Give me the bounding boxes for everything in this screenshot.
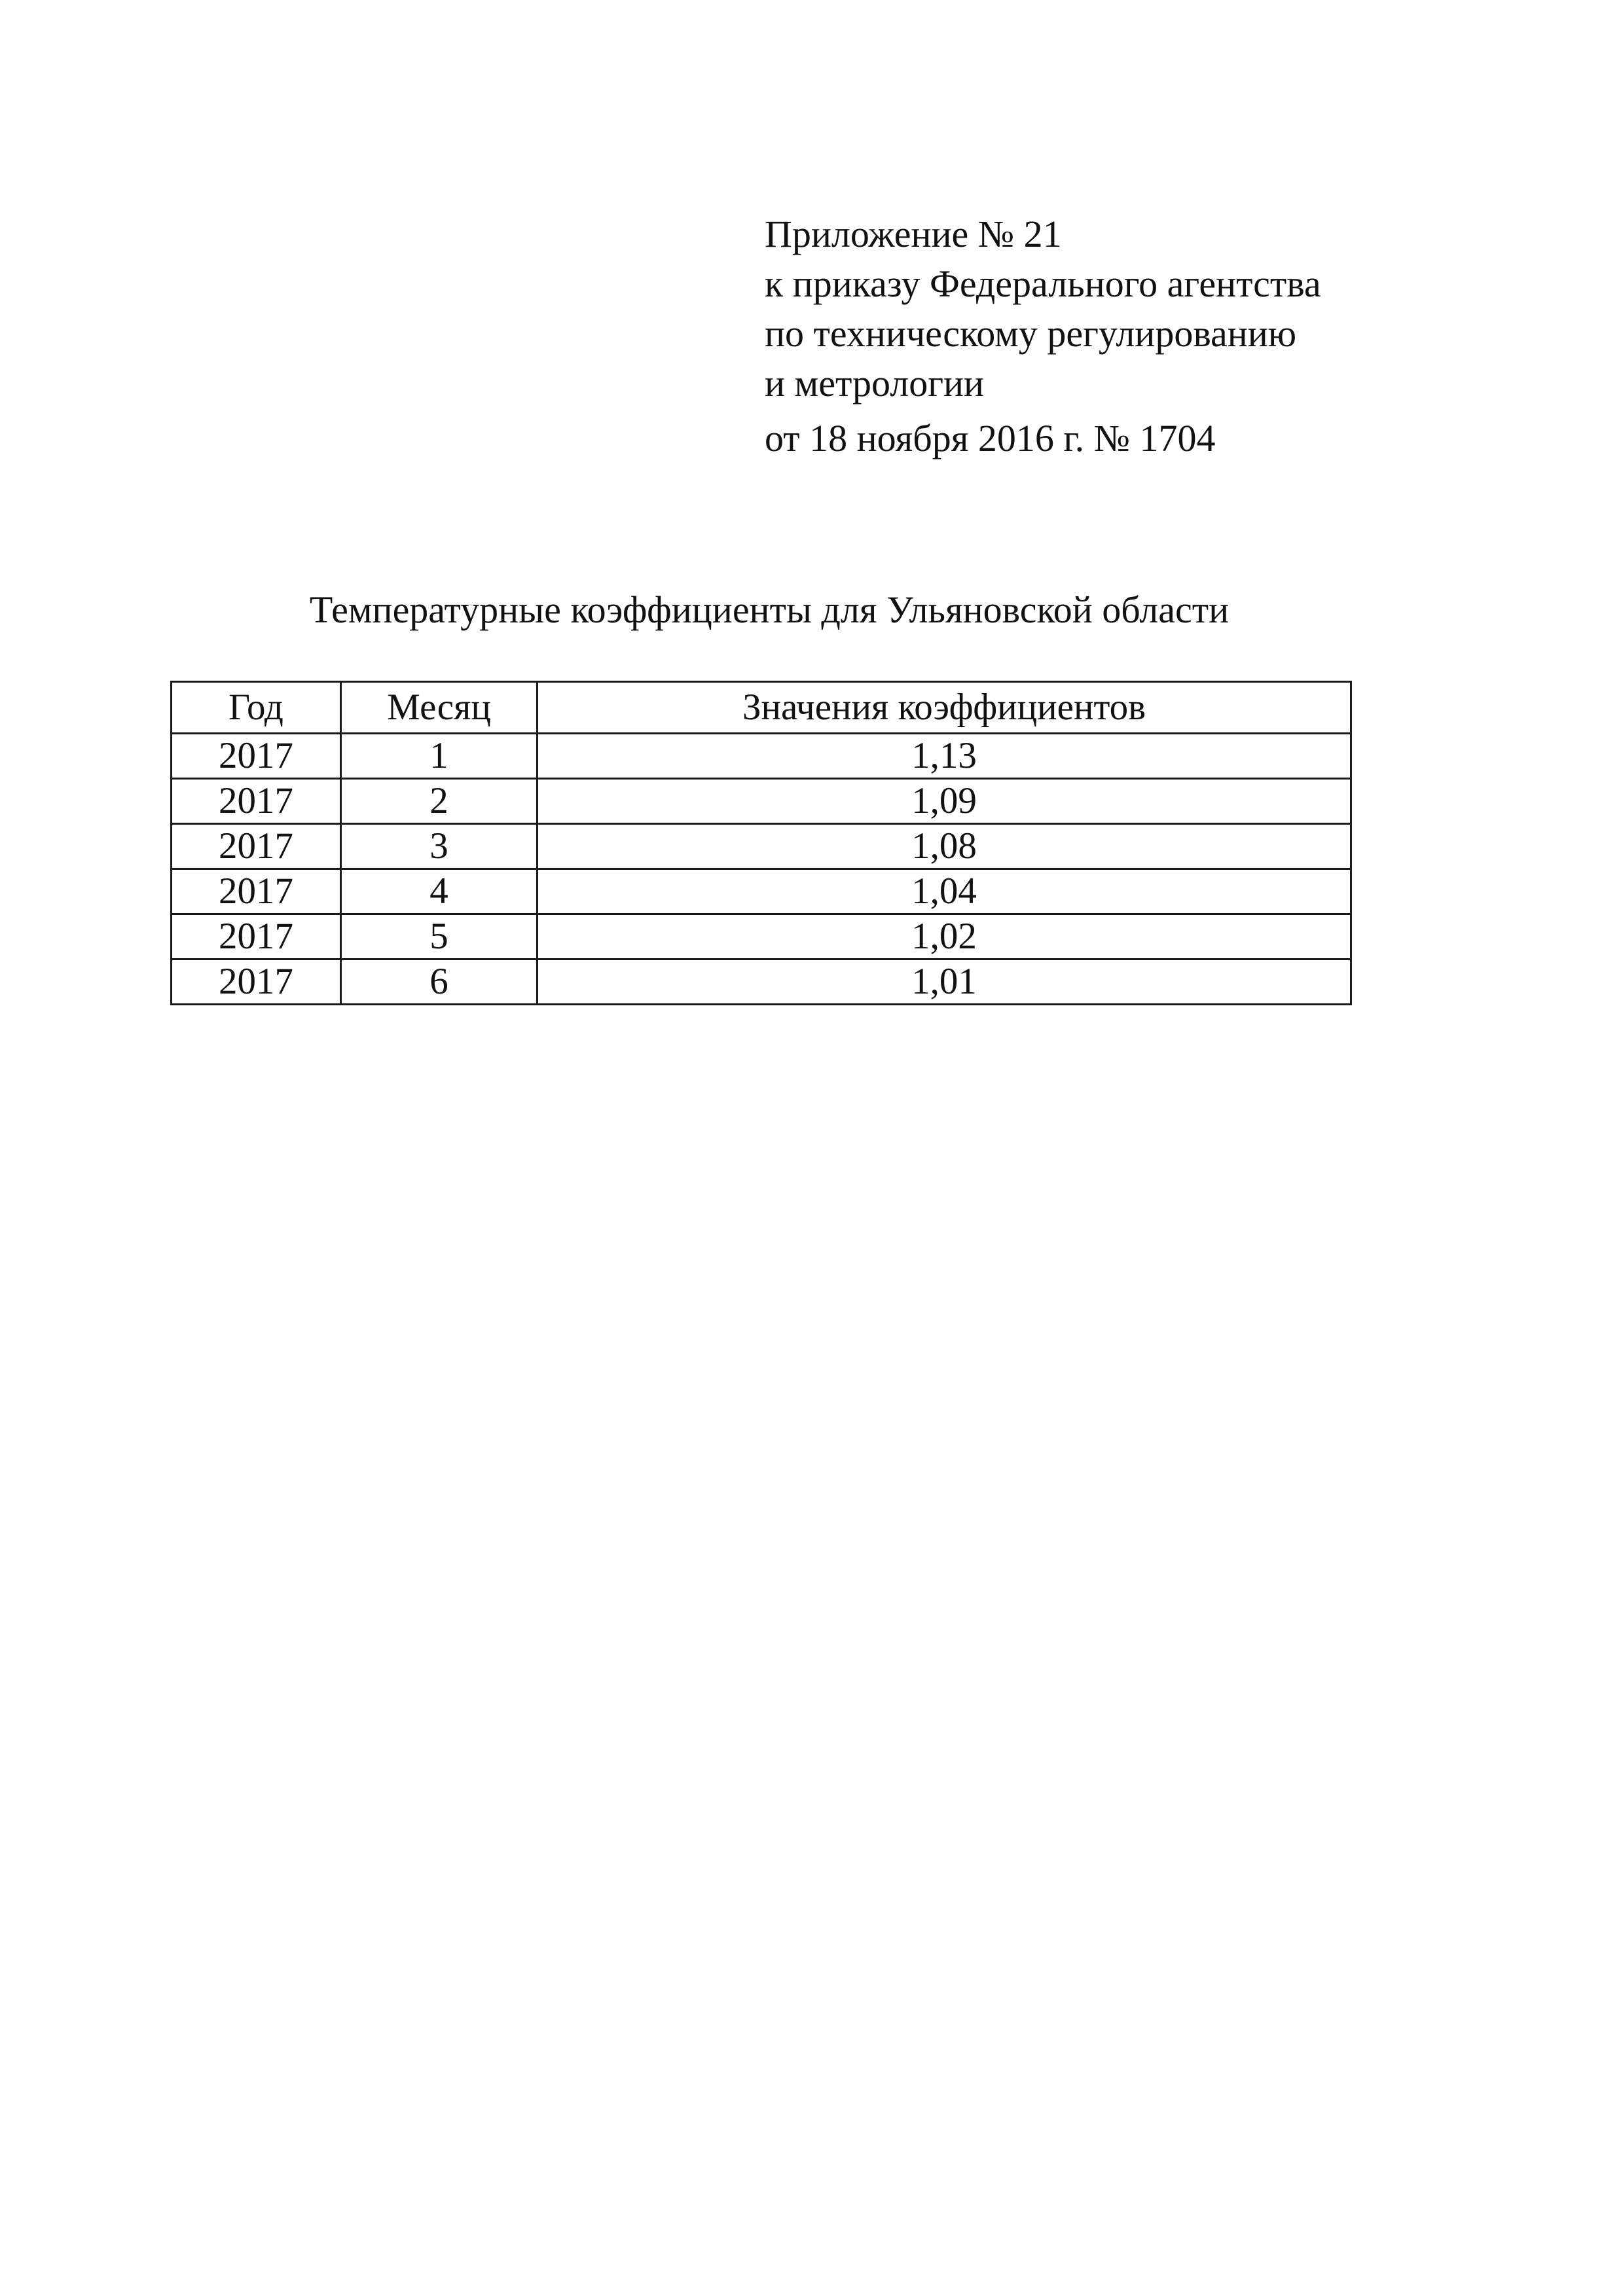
header-month: Месяц [341, 682, 538, 734]
cell-year: 2017 [172, 869, 341, 914]
cell-month: 3 [341, 824, 538, 869]
attachment-date: от 18 ноября 2016 г. № 1704 [765, 417, 1216, 459]
table-row [172, 960, 1351, 1005]
attachment-header [765, 209, 1485, 463]
table-row [172, 869, 1351, 914]
coefficients-table [170, 681, 1352, 1005]
attachment-number: Приложение № 21 [765, 213, 1062, 255]
cell-month: 5 [341, 914, 538, 960]
cell-year: 2017 [172, 914, 341, 960]
cell-month: 1 [341, 734, 538, 779]
header-value: Значения коэффициентов [538, 682, 1351, 734]
document-title: Температурные коэффициенты для Ульяновской области [309, 588, 1230, 631]
cell-month: 6 [341, 960, 538, 1005]
table-row [172, 734, 1351, 779]
header-year: Год [172, 682, 341, 734]
cell-value: 1,04 [538, 869, 1351, 914]
cell-value: 1,13 [538, 734, 1351, 779]
table-row [172, 824, 1351, 869]
cell-month: 4 [341, 869, 538, 914]
attachment-agency-line-2: и метрологии [765, 362, 985, 404]
cell-year: 2017 [172, 824, 341, 869]
attachment-agency-line: по техническому регулированию [765, 312, 1297, 355]
cell-year: 2017 [172, 779, 341, 824]
table-row [172, 914, 1351, 960]
cell-value: 1,09 [538, 779, 1351, 824]
cell-value: 1,01 [538, 960, 1351, 1005]
table-row [172, 779, 1351, 824]
cell-year: 2017 [172, 960, 341, 1005]
cell-value: 1,02 [538, 914, 1351, 960]
cell-year: 2017 [172, 734, 341, 779]
table-header-row [172, 682, 1351, 734]
cell-month: 2 [341, 779, 538, 824]
attachment-order-ref: к приказу Федерального агентства [765, 262, 1321, 305]
cell-value: 1,08 [538, 824, 1351, 869]
